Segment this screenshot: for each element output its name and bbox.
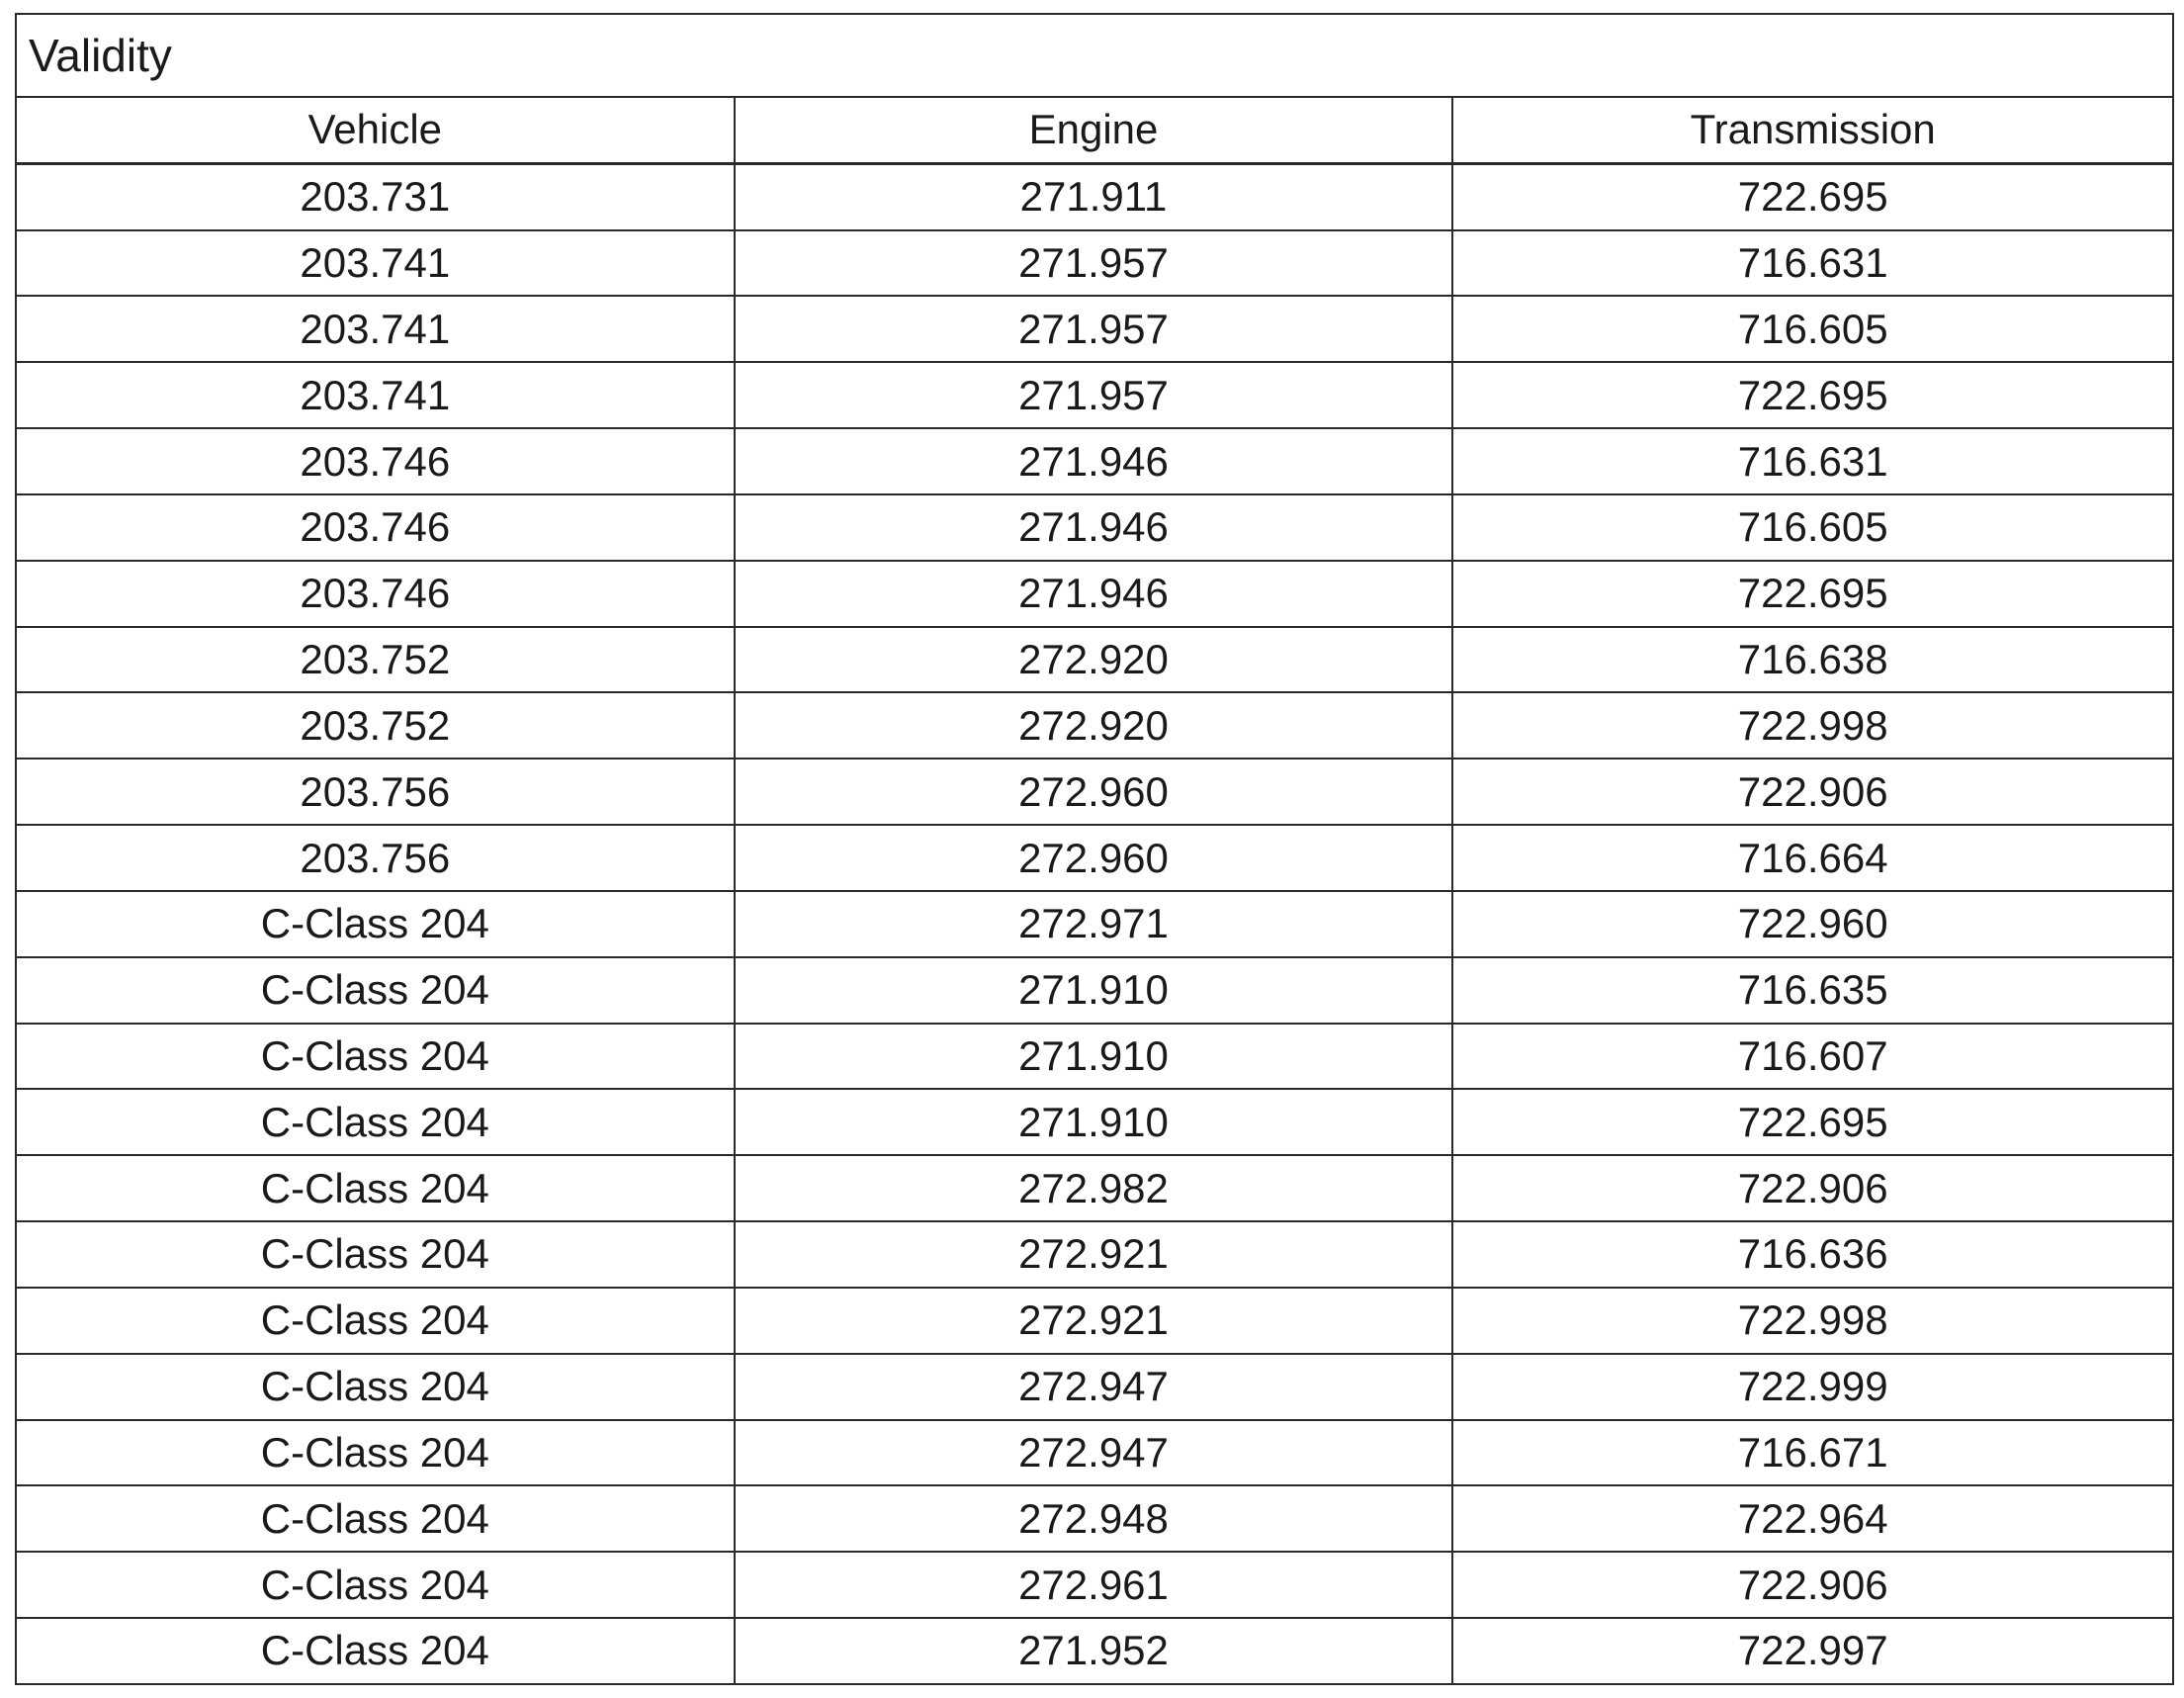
table-row (17, 826, 2172, 892)
transmission-cell: 716.631 (1737, 239, 1888, 287)
vehicle-cell: C-Class 204 (17, 958, 736, 1023)
vehicle-cell: 203.756 (17, 760, 736, 824)
transmission-cell: 722.997 (1737, 1627, 1888, 1674)
table-title: Validity (17, 15, 2172, 98)
transmission-cell: 716.635 (1737, 966, 1888, 1014)
vehicle-cell: 203.746 (17, 429, 736, 493)
transmission-cell: 722.964 (1737, 1494, 1888, 1542)
engine-cell: 272.961 (736, 1553, 1454, 1617)
transmission-cell: 722.695 (1737, 570, 1888, 617)
table-row (17, 1222, 2172, 1289)
table-row (17, 628, 2172, 694)
vehicle-cell: C-Class 204 (17, 1355, 736, 1419)
transmission-cell: 722.960 (1737, 900, 1888, 947)
engine-cell: 272.948 (736, 1486, 1454, 1551)
table-row (17, 495, 2172, 562)
table-grid (17, 98, 2172, 1683)
transmission-cell: 722.695 (1737, 371, 1888, 418)
table-row (17, 1289, 2172, 1355)
header-engine: Engine (736, 98, 1454, 162)
table-row (17, 693, 2172, 760)
table-row (17, 231, 2172, 298)
table-row (17, 1553, 2172, 1619)
transmission-cell: 722.906 (1737, 1164, 1888, 1211)
table-row (17, 1421, 2172, 1487)
engine-cell: 272.921 (736, 1222, 1454, 1287)
table-row (17, 165, 2172, 231)
transmission-cell: 716.638 (1737, 636, 1888, 683)
table-row (17, 1156, 2172, 1222)
table-row (17, 760, 2172, 826)
vehicle-cell: 203.741 (17, 231, 736, 296)
engine-cell: 271.952 (736, 1619, 1454, 1683)
table-row (17, 958, 2172, 1025)
transmission-cell: 716.671 (1737, 1428, 1888, 1475)
transmission-cell: 722.695 (1737, 173, 1888, 221)
engine-cell: 271.910 (736, 1025, 1454, 1089)
engine-cell: 272.982 (736, 1156, 1454, 1220)
vehicle-cell: 203.741 (17, 297, 736, 361)
engine-cell: 271.946 (736, 429, 1454, 493)
engine-cell: 272.960 (736, 760, 1454, 824)
header-transmission: Transmission (1690, 106, 1936, 153)
engine-cell: 271.911 (736, 165, 1454, 229)
vehicle-cell: C-Class 204 (17, 1421, 736, 1485)
table-row (17, 1486, 2172, 1553)
table-row (17, 892, 2172, 958)
transmission-cell: 716.607 (1737, 1032, 1888, 1079)
engine-cell: 272.920 (736, 628, 1454, 692)
engine-cell: 272.960 (736, 826, 1454, 890)
engine-cell: 271.910 (736, 1090, 1454, 1154)
engine-cell: 272.971 (736, 892, 1454, 956)
transmission-cell: 716.636 (1737, 1230, 1888, 1278)
engine-cell: 272.920 (736, 693, 1454, 758)
vehicle-cell: 203.756 (17, 826, 736, 890)
table-row (17, 562, 2172, 628)
table-row (17, 1619, 2172, 1683)
table-row (17, 297, 2172, 363)
engine-cell: 271.957 (736, 231, 1454, 296)
vehicle-cell: 203.746 (17, 562, 736, 626)
transmission-cell: 722.695 (1737, 1098, 1888, 1145)
engine-cell: 271.910 (736, 958, 1454, 1023)
table-row (17, 1355, 2172, 1421)
transmission-cell: 722.998 (1737, 1296, 1888, 1344)
transmission-cell: 716.631 (1737, 437, 1888, 485)
vehicle-cell: C-Class 204 (17, 1090, 736, 1154)
vehicle-cell: 203.752 (17, 628, 736, 692)
vehicle-cell: 203.731 (17, 165, 736, 229)
vehicle-cell: C-Class 204 (17, 1289, 736, 1353)
vehicle-cell: C-Class 204 (17, 1553, 736, 1617)
vehicle-cell: 203.752 (17, 693, 736, 758)
transmission-cell: 722.998 (1737, 701, 1888, 749)
table-header-row (17, 98, 2172, 165)
engine-cell: 272.921 (736, 1289, 1454, 1353)
engine-cell: 271.946 (736, 495, 1454, 560)
vehicle-cell: C-Class 204 (17, 1486, 736, 1551)
engine-cell: 271.957 (736, 363, 1454, 427)
transmission-cell: 716.605 (1737, 503, 1888, 551)
table-row (17, 1090, 2172, 1156)
transmission-cell: 716.664 (1737, 834, 1888, 881)
validity-table (15, 13, 2174, 1685)
header-vehicle: Vehicle (17, 98, 736, 162)
vehicle-cell: C-Class 204 (17, 1025, 736, 1089)
engine-cell: 272.947 (736, 1355, 1454, 1419)
transmission-cell: 722.906 (1737, 767, 1888, 815)
vehicle-cell: C-Class 204 (17, 1619, 736, 1683)
table-row (17, 429, 2172, 495)
vehicle-cell: C-Class 204 (17, 892, 736, 956)
table-row (17, 363, 2172, 429)
vehicle-cell: 203.746 (17, 495, 736, 560)
transmission-cell: 722.999 (1737, 1363, 1888, 1410)
table-row (17, 1025, 2172, 1091)
vehicle-cell: 203.741 (17, 363, 736, 427)
engine-cell: 271.957 (736, 297, 1454, 361)
transmission-cell: 716.605 (1737, 305, 1888, 352)
vehicle-cell: C-Class 204 (17, 1222, 736, 1287)
engine-cell: 271.946 (736, 562, 1454, 626)
vehicle-cell: C-Class 204 (17, 1156, 736, 1220)
transmission-cell: 722.906 (1737, 1561, 1888, 1608)
engine-cell: 272.947 (736, 1421, 1454, 1485)
